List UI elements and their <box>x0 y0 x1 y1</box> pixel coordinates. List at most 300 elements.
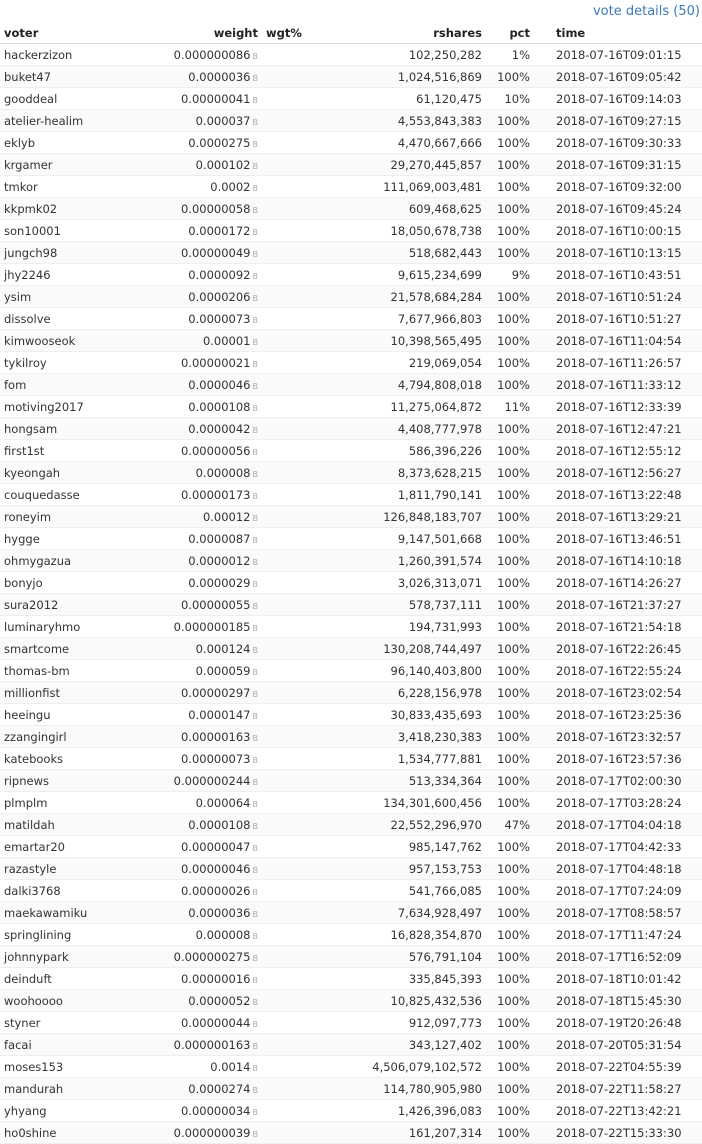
voter-link[interactable]: springlining <box>4 927 72 942</box>
voter-link[interactable]: luminaryhmo <box>4 619 81 634</box>
pct-cell: 100% <box>486 946 534 968</box>
voter-link[interactable]: ohmygazua <box>4 553 72 568</box>
wgt-pct-cell <box>262 374 320 396</box>
weight-cell <box>158 242 262 264</box>
voter-link[interactable]: hygge <box>4 531 40 546</box>
unit-symbol-icon: B <box>252 623 258 633</box>
unit-symbol-icon: B <box>252 469 258 479</box>
voter-cell <box>0 132 158 154</box>
unit-symbol-icon: B <box>252 139 258 149</box>
weight-value: 0.0000029 <box>188 575 251 590</box>
weight-cell <box>158 264 262 286</box>
voter-link[interactable]: fom <box>4 377 27 392</box>
wgt-pct-cell <box>262 220 320 242</box>
voter-link[interactable]: ripnews <box>4 773 49 788</box>
voter-link[interactable]: buket47 <box>4 69 52 84</box>
rshares-cell: 130,208,744,497 <box>320 638 486 660</box>
wgt-pct-cell <box>262 704 320 726</box>
voter-cell <box>0 352 158 374</box>
table-row <box>0 44 702 66</box>
voter-cell <box>0 1122 158 1144</box>
voter-link[interactable]: ho0shine <box>4 1125 57 1140</box>
voter-link[interactable]: woohoooo <box>4 993 63 1008</box>
voter-link[interactable]: johnnypark <box>4 949 69 964</box>
weight-value: 0.000008 <box>195 465 251 480</box>
wgt-pct-cell <box>262 154 320 176</box>
rshares-cell: 957,153,753 <box>320 858 486 880</box>
weight-cell <box>158 616 262 638</box>
pct-cell: 100% <box>486 770 534 792</box>
unit-symbol-icon: B <box>252 601 258 611</box>
weight-cell <box>158 858 262 880</box>
time-cell: 2018-07-22T13:42:21 <box>534 1100 702 1122</box>
voter-link[interactable]: emartar20 <box>4 839 65 854</box>
voter-link[interactable]: matildah <box>4 817 55 832</box>
wgt-pct-cell <box>262 616 320 638</box>
voter-cell <box>0 396 158 418</box>
table-row <box>0 616 702 638</box>
weight-cell <box>158 770 262 792</box>
unit-symbol-icon: B <box>252 931 258 941</box>
weight-value: 0.000000086 <box>173 47 251 62</box>
weight-value: 0.000008 <box>195 927 251 942</box>
voter-link[interactable]: zzangingirl <box>4 729 67 744</box>
table-row <box>0 660 702 682</box>
pct-cell: 100% <box>486 924 534 946</box>
voter-link[interactable]: bonyjo <box>4 575 43 590</box>
rshares-cell: 10,398,565,495 <box>320 330 486 352</box>
voter-link[interactable]: millionfist <box>4 685 61 700</box>
voter-link[interactable]: kyeongah <box>4 465 61 480</box>
unit-symbol-icon: B <box>252 1107 258 1117</box>
wgt-pct-cell <box>262 66 320 88</box>
pct-cell: 100% <box>486 330 534 352</box>
weight-cell <box>158 88 262 110</box>
unit-symbol-icon: B <box>252 95 258 105</box>
unit-symbol-icon: B <box>252 1063 258 1073</box>
weight-value: 0.00000055 <box>180 597 251 612</box>
weight-cell <box>158 352 262 374</box>
rshares-cell: 219,069,054 <box>320 352 486 374</box>
table-row <box>0 924 702 946</box>
voter-link[interactable]: couquedasse <box>4 487 80 502</box>
voter-link[interactable]: yhyang <box>4 1103 47 1118</box>
rshares-cell: 9,615,234,699 <box>320 264 486 286</box>
weight-value: 0.000059 <box>195 663 251 678</box>
voter-cell <box>0 924 158 946</box>
pct-cell: 100% <box>486 638 534 660</box>
voter-cell <box>0 330 158 352</box>
wgt-pct-cell <box>262 550 320 572</box>
unit-symbol-icon: B <box>252 733 258 743</box>
unit-symbol-icon: B <box>252 403 258 413</box>
weight-cell <box>158 110 262 132</box>
pct-cell: 100% <box>486 726 534 748</box>
time-cell: 2018-07-19T20:26:48 <box>534 1012 702 1034</box>
voter-link[interactable]: moses153 <box>4 1059 64 1074</box>
weight-cell <box>158 1100 262 1122</box>
wgt-pct-cell <box>262 902 320 924</box>
column-header-pct[interactable]: pct <box>486 22 534 44</box>
rshares-cell: 11,275,064,872 <box>320 396 486 418</box>
voter-link[interactable]: thomas-bm <box>4 663 70 678</box>
weight-value: 0.000000039 <box>173 1125 251 1140</box>
time-cell: 2018-07-16T10:43:51 <box>534 264 702 286</box>
pct-cell: 100% <box>486 616 534 638</box>
time-cell: 2018-07-16T23:32:57 <box>534 726 702 748</box>
voter-link[interactable]: hackerzizon <box>4 47 73 62</box>
weight-value: 0.00001 <box>202 333 251 348</box>
time-cell: 2018-07-16T21:54:18 <box>534 616 702 638</box>
rshares-cell: 9,147,501,668 <box>320 528 486 550</box>
vote-rows <box>0 44 702 1144</box>
time-cell: 2018-07-16T23:57:36 <box>534 748 702 770</box>
table-row <box>0 1122 702 1144</box>
weight-value: 0.00000058 <box>180 201 251 216</box>
weight-value: 0.0000036 <box>188 69 251 84</box>
table-row <box>0 110 702 132</box>
table-row <box>0 572 702 594</box>
voter-cell <box>0 858 158 880</box>
table-row <box>0 968 702 990</box>
voter-cell <box>0 308 158 330</box>
unit-symbol-icon: B <box>252 271 258 281</box>
weight-cell <box>158 528 262 550</box>
wgt-pct-cell <box>262 594 320 616</box>
weight-value: 0.000000185 <box>173 619 251 634</box>
column-header-weight[interactable]: weight <box>158 22 262 44</box>
voter-cell <box>0 198 158 220</box>
table-row <box>0 484 702 506</box>
wgt-pct-cell <box>262 1100 320 1122</box>
table-row <box>0 1056 702 1078</box>
unit-symbol-icon: B <box>252 491 258 501</box>
pct-cell: 100% <box>486 176 534 198</box>
weight-cell <box>158 374 262 396</box>
time-cell: 2018-07-16T13:46:51 <box>534 528 702 550</box>
weight-cell <box>158 660 262 682</box>
wgt-pct-cell <box>262 858 320 880</box>
table-row <box>0 946 702 968</box>
voter-link[interactable]: eklyb <box>4 135 36 150</box>
voter-link[interactable]: deinduft <box>4 971 52 986</box>
voter-link[interactable]: motiving2017 <box>4 399 84 414</box>
rshares-cell: 513,334,364 <box>320 770 486 792</box>
voter-link[interactable]: atelier-healim <box>4 113 84 128</box>
voter-link[interactable]: krgamer <box>4 157 53 172</box>
unit-symbol-icon: B <box>252 293 258 303</box>
voter-link[interactable]: kkpmk02 <box>4 201 58 216</box>
pct-cell: 100% <box>486 462 534 484</box>
time-cell: 2018-07-16T09:31:15 <box>534 154 702 176</box>
weight-cell <box>158 308 262 330</box>
voter-link[interactable]: roneyim <box>4 509 52 524</box>
vote-details-link[interactable]: vote details (50) <box>592 4 700 19</box>
time-cell: 2018-07-16T12:33:39 <box>534 396 702 418</box>
voter-cell <box>0 616 158 638</box>
voter-link[interactable]: plmplm <box>4 795 48 810</box>
table-row <box>0 418 702 440</box>
unit-symbol-icon: B <box>252 865 258 875</box>
voter-cell <box>0 1034 158 1056</box>
wgt-pct-cell <box>262 396 320 418</box>
weight-value: 0.0000046 <box>188 377 251 392</box>
voter-cell <box>0 220 158 242</box>
table-row <box>0 308 702 330</box>
voter-link[interactable]: ysim <box>4 289 32 304</box>
time-cell: 2018-07-18T10:01:42 <box>534 968 702 990</box>
time-cell: 2018-07-18T15:45:30 <box>534 990 702 1012</box>
rshares-cell: 586,396,226 <box>320 440 486 462</box>
pct-cell: 100% <box>486 484 534 506</box>
rshares-cell: 22,552,296,970 <box>320 814 486 836</box>
weight-cell <box>158 396 262 418</box>
unit-symbol-icon: B <box>252 755 258 765</box>
voter-link[interactable]: facai <box>4 1037 32 1052</box>
pct-cell: 100% <box>486 374 534 396</box>
voter-link[interactable]: son10001 <box>4 223 61 238</box>
pct-cell: 100% <box>486 220 534 242</box>
voter-link[interactable]: kimwooseok <box>4 333 76 348</box>
wgt-pct-cell <box>262 924 320 946</box>
rshares-cell: 4,553,843,383 <box>320 110 486 132</box>
wgt-pct-cell <box>262 792 320 814</box>
table-row <box>0 220 702 242</box>
time-cell: 2018-07-17T04:42:33 <box>534 836 702 858</box>
voter-cell <box>0 110 158 132</box>
weight-value: 0.000064 <box>195 795 251 810</box>
pct-cell: 47% <box>486 814 534 836</box>
time-cell: 2018-07-16T09:05:42 <box>534 66 702 88</box>
wgt-pct-cell <box>262 682 320 704</box>
wgt-pct-cell <box>262 946 320 968</box>
pct-cell: 100% <box>486 286 534 308</box>
pct-cell: 100% <box>486 704 534 726</box>
wgt-pct-cell <box>262 198 320 220</box>
rshares-cell: 541,766,085 <box>320 880 486 902</box>
voter-cell <box>0 968 158 990</box>
column-header-time[interactable]: time <box>534 22 702 44</box>
rshares-cell: 29,270,445,857 <box>320 154 486 176</box>
voter-link[interactable]: smartcome <box>4 641 70 656</box>
time-cell: 2018-07-17T07:24:09 <box>534 880 702 902</box>
wgt-pct-cell <box>262 660 320 682</box>
weight-value: 0.00000047 <box>180 839 251 854</box>
unit-symbol-icon: B <box>252 997 258 1007</box>
voter-cell <box>0 638 158 660</box>
voter-cell <box>0 704 158 726</box>
voter-cell <box>0 726 158 748</box>
time-cell: 2018-07-17T08:58:57 <box>534 902 702 924</box>
table-row <box>0 330 702 352</box>
voter-link[interactable]: tmkor <box>4 179 38 194</box>
pct-cell: 100% <box>486 198 534 220</box>
column-header-wgt-pct[interactable]: wgt% <box>262 22 320 44</box>
voter-cell <box>0 462 158 484</box>
weight-cell <box>158 726 262 748</box>
time-cell: 2018-07-17T02:00:30 <box>534 770 702 792</box>
time-cell: 2018-07-16T12:47:21 <box>534 418 702 440</box>
rshares-cell: 10,825,432,536 <box>320 990 486 1012</box>
voter-link[interactable]: hongsam <box>4 421 58 436</box>
time-cell: 2018-07-17T04:04:18 <box>534 814 702 836</box>
voter-link[interactable]: gooddeal <box>4 91 58 106</box>
wgt-pct-cell <box>262 176 320 198</box>
weight-value: 0.0000012 <box>188 553 251 568</box>
table-row <box>0 550 702 572</box>
pct-cell: 100% <box>486 1034 534 1056</box>
voter-cell <box>0 1078 158 1100</box>
pct-cell: 100% <box>486 968 534 990</box>
table-row <box>0 154 702 176</box>
wgt-pct-cell <box>262 506 320 528</box>
weight-cell <box>158 132 262 154</box>
voter-link[interactable]: heeingu <box>4 707 51 722</box>
weight-cell <box>158 1122 262 1144</box>
voter-cell <box>0 506 158 528</box>
voter-link[interactable]: mandurah <box>4 1081 64 1096</box>
weight-value: 0.00000041 <box>180 91 251 106</box>
voter-cell <box>0 528 158 550</box>
table-row <box>0 1034 702 1056</box>
unit-symbol-icon: B <box>252 425 258 435</box>
voter-cell <box>0 1056 158 1078</box>
weight-cell <box>158 638 262 660</box>
voter-link[interactable]: styner <box>4 1015 41 1030</box>
voter-link[interactable]: jhy2246 <box>4 267 51 282</box>
rshares-cell: 1,260,391,574 <box>320 550 486 572</box>
wgt-pct-cell <box>262 462 320 484</box>
voter-link[interactable]: dissolve <box>4 311 51 326</box>
unit-symbol-icon: B <box>252 381 258 391</box>
table-row <box>0 858 702 880</box>
pct-cell: 100% <box>486 550 534 572</box>
weight-value: 0.0000052 <box>188 993 251 1008</box>
weight-cell <box>158 418 262 440</box>
table-row <box>0 396 702 418</box>
unit-symbol-icon: B <box>252 337 258 347</box>
weight-cell <box>158 1056 262 1078</box>
voter-link[interactable]: katebooks <box>4 751 64 766</box>
weight-value: 0.00000297 <box>180 685 251 700</box>
voter-cell <box>0 264 158 286</box>
wgt-pct-cell <box>262 1122 320 1144</box>
wgt-pct-cell <box>262 1034 320 1056</box>
voter-cell <box>0 682 158 704</box>
wgt-pct-cell <box>262 242 320 264</box>
time-cell: 2018-07-16T23:25:36 <box>534 704 702 726</box>
table-row <box>0 836 702 858</box>
voter-link[interactable]: jungch98 <box>4 245 58 260</box>
table-row <box>0 880 702 902</box>
wgt-pct-cell <box>262 1012 320 1034</box>
unit-symbol-icon: B <box>252 711 258 721</box>
table-row <box>0 198 702 220</box>
unit-symbol-icon: B <box>252 315 258 325</box>
unit-symbol-icon: B <box>252 667 258 677</box>
time-cell: 2018-07-16T10:13:15 <box>534 242 702 264</box>
weight-value: 0.00000021 <box>180 355 251 370</box>
voter-cell <box>0 176 158 198</box>
rshares-cell: 609,468,625 <box>320 198 486 220</box>
voter-link[interactable]: first1st <box>4 443 45 458</box>
table-row <box>0 132 702 154</box>
wgt-pct-cell <box>262 726 320 748</box>
unit-symbol-icon: B <box>252 887 258 897</box>
pct-cell: 100% <box>486 748 534 770</box>
wgt-pct-cell <box>262 286 320 308</box>
time-cell: 2018-07-16T22:26:45 <box>534 638 702 660</box>
voter-cell <box>0 374 158 396</box>
column-header-voter[interactable]: voter <box>0 22 158 44</box>
unit-symbol-icon: B <box>252 821 258 831</box>
voter-link[interactable]: sura2012 <box>4 597 59 612</box>
weight-value: 0.00000044 <box>180 1015 251 1030</box>
time-cell: 2018-07-16T10:51:24 <box>534 286 702 308</box>
rshares-cell: 3,418,230,383 <box>320 726 486 748</box>
rshares-cell: 578,737,111 <box>320 594 486 616</box>
voter-cell <box>0 990 158 1012</box>
unit-symbol-icon: B <box>252 183 258 193</box>
wgt-pct-cell <box>262 440 320 462</box>
weight-value: 0.0000073 <box>188 311 251 326</box>
rshares-cell: 30,833,435,693 <box>320 704 486 726</box>
pct-cell: 1% <box>486 44 534 66</box>
rshares-cell: 161,207,314 <box>320 1122 486 1144</box>
rshares-cell: 576,791,104 <box>320 946 486 968</box>
wgt-pct-cell <box>262 572 320 594</box>
pct-cell: 100% <box>486 242 534 264</box>
weight-value: 0.00000163 <box>180 729 251 744</box>
unit-symbol-icon: B <box>252 161 258 171</box>
voter-link[interactable]: razastyle <box>4 861 57 876</box>
pct-cell: 100% <box>486 154 534 176</box>
wgt-pct-cell <box>262 528 320 550</box>
rshares-cell: 1,024,516,869 <box>320 66 486 88</box>
pct-cell: 100% <box>486 1100 534 1122</box>
rshares-cell: 6,228,156,978 <box>320 682 486 704</box>
wgt-pct-cell <box>262 132 320 154</box>
weight-cell <box>158 176 262 198</box>
voter-cell <box>0 418 158 440</box>
pct-cell: 100% <box>486 836 534 858</box>
unit-symbol-icon: B <box>252 513 258 523</box>
voter-link[interactable]: dalki3768 <box>4 883 61 898</box>
column-header-rshares[interactable]: rshares <box>320 22 486 44</box>
weight-cell <box>158 924 262 946</box>
weight-cell <box>158 330 262 352</box>
table-row <box>0 374 702 396</box>
rshares-cell: 4,470,667,666 <box>320 132 486 154</box>
voter-link[interactable]: tykilroy <box>4 355 47 370</box>
pct-cell: 100% <box>486 594 534 616</box>
unit-symbol-icon: B <box>252 447 258 457</box>
unit-symbol-icon: B <box>252 117 258 127</box>
voter-link[interactable]: maekawamiku <box>4 905 88 920</box>
table-row <box>0 682 702 704</box>
weight-cell <box>158 1012 262 1034</box>
time-cell: 2018-07-16T13:22:48 <box>534 484 702 506</box>
voter-cell <box>0 660 158 682</box>
weight-cell <box>158 286 262 308</box>
wgt-pct-cell <box>262 352 320 374</box>
pct-cell: 100% <box>486 682 534 704</box>
voter-cell <box>0 792 158 814</box>
table-row <box>0 1012 702 1034</box>
weight-value: 0.00000073 <box>180 751 251 766</box>
rshares-cell: 1,811,790,141 <box>320 484 486 506</box>
time-cell: 2018-07-17T03:28:24 <box>534 792 702 814</box>
